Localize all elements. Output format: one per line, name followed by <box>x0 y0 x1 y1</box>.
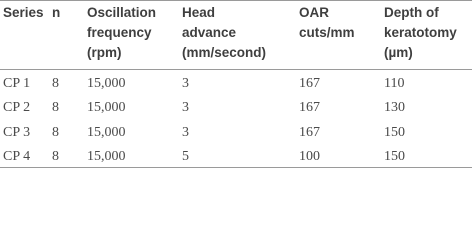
header-line: Head <box>182 5 216 20</box>
header-line: Oscillation <box>87 5 157 20</box>
cell-head-advance: 3 <box>182 76 189 91</box>
cell-series: CP 1 <box>3 76 31 91</box>
cell-depth: 150 <box>384 124 405 140</box>
cell-head-advance: 3 <box>182 124 189 140</box>
cell-oar-cuts: 167 <box>299 100 320 115</box>
cell-depth: 110 <box>384 76 405 91</box>
cell-series: CP 3 <box>3 124 31 140</box>
column-header-oar-cuts <box>296 1 381 70</box>
cell-oar-cuts: 100 <box>296 143 381 168</box>
header-line: advance <box>182 25 237 40</box>
table-row <box>0 143 472 168</box>
header-line: cuts/mm <box>299 25 355 40</box>
table-row <box>0 119 472 144</box>
header-line: OAR <box>299 5 329 20</box>
cell-n: 8 <box>52 124 59 140</box>
column-header-head-advance <box>179 1 296 70</box>
cell-oar-cuts: 167 <box>299 124 320 140</box>
header-line: n <box>52 5 61 20</box>
column-header-n <box>49 1 84 70</box>
column-header-depth-of-keratotomy <box>381 1 472 70</box>
column-header-series <box>0 1 49 70</box>
column-header-oscillation-frequency <box>84 1 179 70</box>
cell-n: 8 <box>52 76 59 91</box>
cell-series: CP 2 <box>3 100 31 115</box>
cell-oscillation-frequency: 15,000 <box>87 124 126 140</box>
cell-oscillation-frequency: 15,000 <box>87 76 126 91</box>
table-row <box>0 70 472 95</box>
cell-series: CP 4 <box>0 143 49 168</box>
cell-oar-cuts: 167 <box>299 76 320 91</box>
cell-head-advance: 3 <box>182 100 189 115</box>
header-line: keratotomy <box>384 25 457 40</box>
header-line: frequency <box>87 25 152 40</box>
cell-oscillation-frequency: 15,000 <box>84 143 179 168</box>
header-line: (mm/second) <box>182 45 267 60</box>
cell-depth: 130 <box>384 100 405 115</box>
header-line: (µm) <box>384 45 413 60</box>
table-header-row <box>0 1 472 70</box>
cell-n: 8 <box>52 100 59 115</box>
cell-oscillation-frequency: 15,000 <box>87 100 126 115</box>
cell-head-advance: 5 <box>179 143 296 168</box>
table-row <box>0 94 472 119</box>
header-line: (rpm) <box>87 45 122 60</box>
cell-depth: 150 <box>381 143 472 168</box>
header-line: Depth of <box>384 5 439 20</box>
cell-n: 8 <box>49 143 84 168</box>
header-line: Series <box>3 5 44 20</box>
